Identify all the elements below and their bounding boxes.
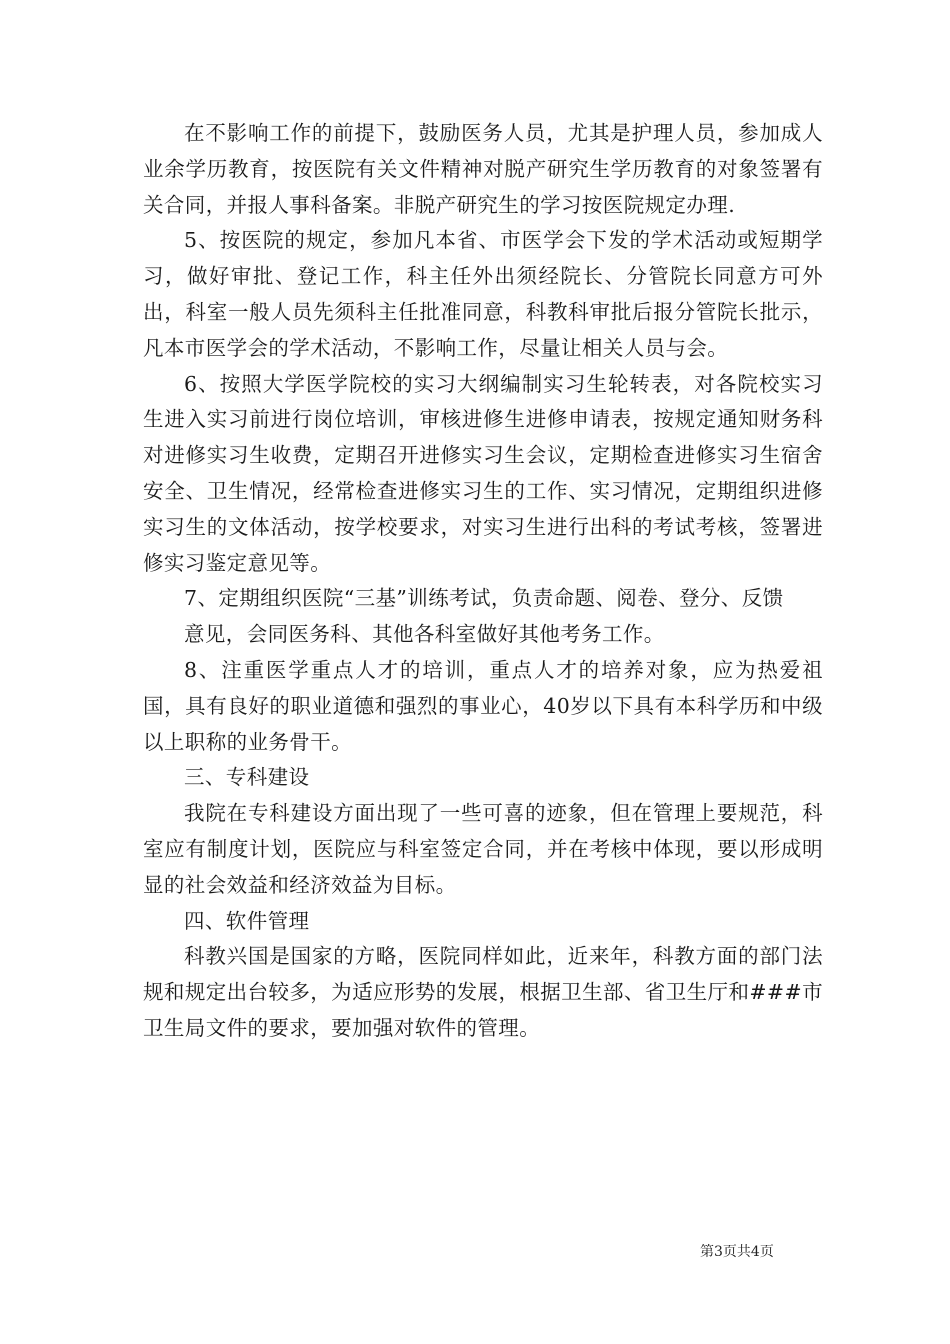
paragraph-3: 6、按照大学医学院校的实习大纲编制实习生轮转表，对各院校实习生进入实习前进行岗位培训，审核进修生进修申请表，按规定通知财务科对进修实习生收费，定期召开进修实习生会议，定期检查进修实习生宿舍安全、卫生情况，经常检查进修实习生的工作、实习情况，定期组织进修实习生的文体活动，按学校要求，对实习生进行出科的考试考核，签署进修实习鉴定意见等。 [143, 371, 823, 575]
paragraph-5: 意见，会同医务科、其他各科室做好其他考务工作。 [184, 622, 665, 647]
page-number-footer: 第3页共4页 [700, 1244, 774, 1260]
document-body [143, 116, 823, 1047]
section-heading-specialty: 三、专科建设 [184, 765, 310, 790]
paragraph-8: 科教兴国是国家的方略，医院同样如此，近来年，科教方面的部门法规和规定出台较多，为适应形势的发展，根据卫生部、省卫生厅和###市卫生局文件的要求，要加强对软件的管理。 [143, 944, 823, 1040]
paragraph-4: 7、定期组织医院“三基”训练考试，负责命题、阅卷、登分、反馈 [184, 586, 784, 611]
paragraph-2: 5、按医院的规定，参加凡本省、市医学会下发的学术活动或短期学习，做好审批、登记工作，科主任外出须经院长、分管院长同意方可外出，科室一般人员先须科主任批准同意，科教科审批后报分管院长批示，凡本市医学会的学术活动，不影响工作，尽量让相关人员与会。 [143, 228, 823, 360]
paragraph-1: 在不影响工作的前提下，鼓励医务人员，尤其是护理人员，参加成人业余学历教育，按医院有关文件精神对脱产研究生学历教育的对象签署有关合同，并报人事科备案。非脱产研究生的学习按医院规定办理. [143, 121, 823, 217]
paragraph-7: 我院在专科建设方面出现了一些可喜的迹象，但在管理上要规范，科室应有制度计划，医院应与科室签定合同，并在考核中体现，要以形成明显的社会效益和经济效益为目标。 [143, 801, 823, 897]
paragraph-6: 8、注重医学重点人才的培训，重点人才的培养对象，应为热爱祖国，具有良好的职业道德和强烈的事业心，40岁以下具有本科学历和中级以上职称的业务骨干。 [143, 657, 823, 754]
section-heading-software: 四、软件管理 [184, 908, 310, 933]
